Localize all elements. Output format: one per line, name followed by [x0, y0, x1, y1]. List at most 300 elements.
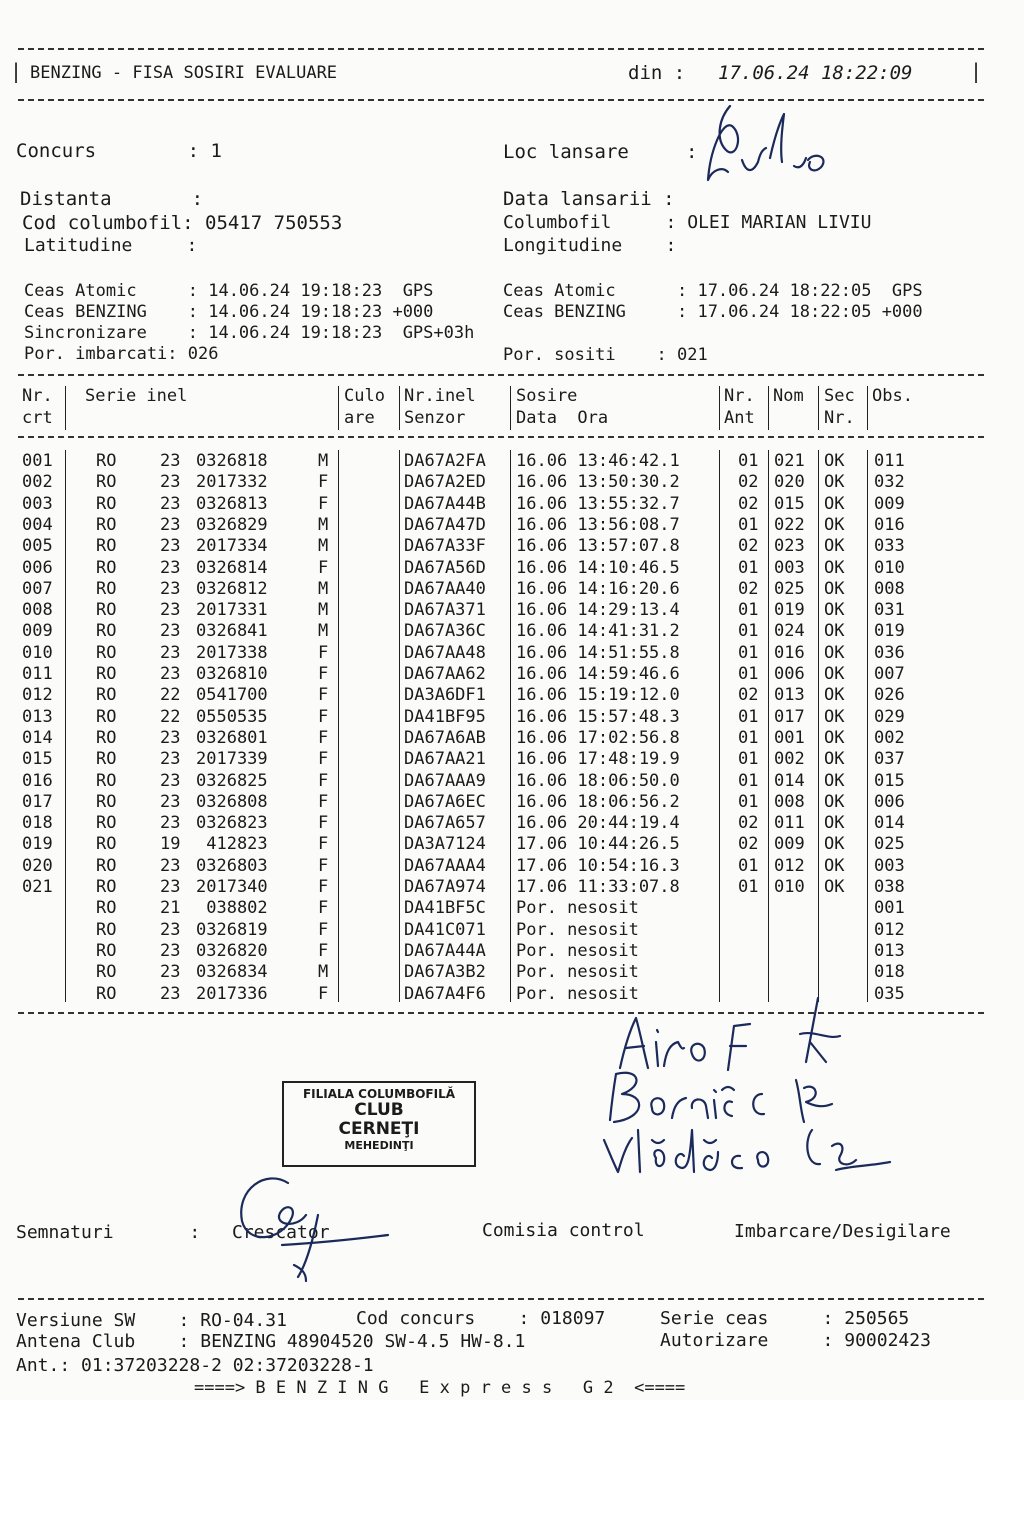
cell-sex: M: [318, 536, 329, 557]
cell-nom: 010: [774, 877, 805, 897]
cell-sosire: 16.06 14:29:13.4: [516, 600, 680, 621]
cell-obs: 032: [874, 472, 905, 493]
cell-ant: 01: [738, 727, 759, 748]
longitudine-field: Longitudine :: [503, 235, 677, 256]
cell-sensor: DA3A6DF1: [404, 685, 486, 706]
cell-sec: OK: [824, 791, 845, 812]
cell-ring: 0326820: [196, 940, 268, 961]
table-row: [0, 536, 1024, 557]
cell-sensor: DA67AA40: [404, 578, 486, 599]
divider: [18, 436, 984, 438]
cell-year: 23: [160, 493, 181, 514]
ceas-atomic-start: Ceas Atomic : 14.06.24 19:18:23 GPS: [24, 281, 434, 301]
table-row: [0, 728, 1024, 749]
date-label: din :: [628, 62, 686, 84]
cell-year: 23: [160, 813, 181, 834]
cell-year: 23: [160, 749, 181, 770]
cell-year: 19: [160, 834, 181, 855]
cell-nom: 002: [774, 749, 805, 770]
cell-sec: OK: [824, 578, 845, 599]
cell-ant: 02: [738, 493, 759, 514]
cell-sosire: 16.06 17:48:19.9: [516, 749, 680, 770]
cell-year: 22: [160, 685, 181, 706]
cell-country: RO: [96, 813, 117, 834]
cell-sosire: 16.06 13:46:42.1: [516, 451, 680, 471]
cell-sensor: DA67A47D: [404, 514, 486, 535]
cell-nr: 006: [22, 557, 53, 578]
cell-year: 23: [160, 536, 181, 557]
cell-nr: 005: [22, 536, 53, 557]
cell-sex: F: [318, 770, 329, 791]
cell-sosire: 16.06 18:06:50.0: [516, 770, 680, 791]
cell-ant: 01: [738, 791, 759, 812]
cell-ring: 2017332: [196, 472, 268, 493]
cell-year: 23: [160, 791, 181, 812]
divider: [18, 48, 984, 50]
semnaturi-label: Semnaturi :: [16, 1222, 201, 1243]
cell-nom: 024: [774, 621, 805, 642]
cell-year: 23: [160, 621, 181, 642]
cell-obs: 008: [874, 578, 905, 599]
cell-sex: F: [318, 855, 329, 876]
cell-country: RO: [96, 749, 117, 770]
cell-sec: OK: [824, 472, 845, 493]
cell-country: RO: [96, 600, 117, 621]
cell-nom: 006: [774, 664, 805, 684]
col-header-obs: Obs.: [872, 386, 913, 406]
cell-ant: 01: [738, 749, 759, 770]
table-row: [0, 707, 1024, 728]
cell-nom: 013: [774, 685, 805, 706]
column-rule: [399, 386, 400, 430]
cell-ant: 02: [738, 536, 759, 557]
autorizare: Autorizare : 90002423: [660, 1330, 931, 1351]
cell-sosire: Por. nesosit: [516, 962, 639, 983]
cell-nom: 021: [774, 451, 805, 471]
col-header-sosire: Sosire: [516, 386, 578, 406]
cell-sec: OK: [824, 834, 845, 855]
cell-ring: 0326818: [196, 451, 268, 471]
cell-ant: 01: [738, 600, 759, 621]
cell-sex: F: [318, 706, 329, 727]
divider: [18, 99, 984, 101]
table-row: [0, 898, 1024, 919]
col-header-sec: Sec: [824, 386, 855, 406]
cell-sex: F: [318, 749, 329, 770]
cell-country: RO: [96, 727, 117, 748]
cell-obs: 029: [874, 706, 905, 727]
cell-sex: F: [318, 834, 329, 855]
stamp-line-filiala: FILIALA COLUMBOFILĂ: [302, 1087, 456, 1101]
loc-lansare-signature: [696, 100, 836, 200]
cell-ant: 01: [738, 706, 759, 727]
cell-country: RO: [96, 706, 117, 727]
cell-sex: F: [318, 727, 329, 748]
cell-sec: OK: [824, 813, 845, 834]
cell-obs: 006: [874, 791, 905, 812]
cell-ant: 01: [738, 451, 759, 471]
cell-nom: 023: [774, 536, 805, 557]
cell-nr: 013: [22, 706, 53, 727]
cell-obs: 013: [874, 940, 905, 961]
cell-obs: 031: [874, 600, 905, 621]
cell-year: 23: [160, 727, 181, 748]
table-row: [0, 643, 1024, 664]
cell-sec: OK: [824, 621, 845, 642]
cell-sensor: DA67A2FA: [404, 451, 486, 471]
cell-sensor: DA67AAA4: [404, 855, 486, 876]
table-row: [0, 515, 1024, 536]
cell-sensor: DA67A44B: [404, 493, 486, 514]
cell-nr: 007: [22, 578, 53, 599]
table-row: [0, 792, 1024, 813]
table-row: [0, 685, 1024, 706]
cell-nom: 015: [774, 493, 805, 514]
stamp-line-mehedinti: MEHEDINŢI: [344, 1139, 414, 1152]
cell-country: RO: [96, 642, 117, 663]
table-row: [0, 813, 1024, 834]
cell-country: RO: [96, 962, 117, 983]
cell-sec: OK: [824, 877, 845, 897]
cell-obs: 036: [874, 642, 905, 663]
cell-sensor: DA41C071: [404, 919, 486, 940]
cell-ant: 01: [738, 877, 759, 897]
cell-ring: 0541700: [196, 685, 268, 706]
cell-ant: 01: [738, 855, 759, 876]
loc-lansare-field: Loc lansare :: [503, 141, 698, 163]
cell-sec: OK: [824, 514, 845, 535]
cell-sensor: DA67A6EC: [404, 791, 486, 812]
cell-year: 23: [160, 770, 181, 791]
cell-ant: 02: [738, 813, 759, 834]
report-date: 17.06.24 18:22:09: [718, 62, 913, 84]
cell-nr: 020: [22, 855, 53, 876]
cell-ring: 038802: [196, 898, 268, 919]
cell-nom: 020: [774, 472, 805, 493]
cell-sec: OK: [824, 855, 845, 876]
table-row: [0, 664, 1024, 685]
cell-year: 23: [160, 940, 181, 961]
cell-country: RO: [96, 472, 117, 493]
table-row: [0, 749, 1024, 770]
cell-ring: 0550535: [196, 706, 268, 727]
cell-sosire: 16.06 20:44:19.4: [516, 813, 680, 834]
data-lansarii-field: Data lansarii :: [503, 188, 675, 210]
cell-nr: 011: [22, 664, 53, 684]
column-rule: [768, 386, 769, 430]
cell-country: RO: [96, 940, 117, 961]
cell-sex: M: [318, 451, 329, 471]
cell-sensor: DA67AA21: [404, 749, 486, 770]
cell-sex: F: [318, 898, 329, 919]
stamp-line-cerneti: CERNEŢI: [338, 1119, 420, 1139]
cell-ring: 2017340: [196, 877, 268, 897]
benzing-express-footer: ====> B E N Z I N G E x p r e s s G 2 <====: [194, 1378, 686, 1398]
cell-ring: 0326841: [196, 621, 268, 642]
cell-sec: OK: [824, 536, 845, 557]
cell-country: RO: [96, 791, 117, 812]
cell-nr: 012: [22, 685, 53, 706]
cell-obs: 026: [874, 685, 905, 706]
cell-sosire: Por. nesosit: [516, 919, 639, 940]
cell-ant: 02: [738, 834, 759, 855]
divider: [18, 1298, 984, 1300]
cell-sosire: 16.06 13:57:07.8: [516, 536, 680, 557]
cell-sensor: DA67AA48: [404, 642, 486, 663]
col-header-nrinel: Nr.inel: [404, 386, 476, 406]
cell-sosire: 16.06 14:41:31.2: [516, 621, 680, 642]
cod-concurs: Cod concurs : 018097: [356, 1308, 606, 1329]
cell-obs: 038: [874, 877, 905, 897]
comisia-control-label: Comisia control: [482, 1220, 645, 1241]
cell-ring: 0326829: [196, 514, 268, 535]
cell-obs: 012: [874, 919, 905, 940]
cell-obs: 037: [874, 749, 905, 770]
cell-country: RO: [96, 557, 117, 578]
cell-sex: F: [318, 664, 329, 684]
cell-year: 23: [160, 962, 181, 983]
cell-ring: 412823: [196, 834, 268, 855]
cell-sec: OK: [824, 493, 845, 514]
column-rule: [719, 386, 720, 430]
cell-sosire: 17.06 10:54:16.3: [516, 855, 680, 876]
cell-sensor: DA67A36C: [404, 621, 486, 642]
cell-country: RO: [96, 451, 117, 471]
crescator-label: Crescator: [232, 1222, 330, 1243]
cell-ant: 02: [738, 685, 759, 706]
cell-country: RO: [96, 919, 117, 940]
column-rule: [867, 386, 868, 430]
cell-ring: 0326819: [196, 919, 268, 940]
col-header-culoare: Culo: [344, 386, 385, 406]
cell-ring: 2017331: [196, 600, 268, 621]
cell-country: RO: [96, 536, 117, 557]
cell-sec: OK: [824, 451, 845, 471]
cell-year: 23: [160, 451, 181, 471]
cell-sensor: DA67AAA9: [404, 770, 486, 791]
col-header-nr: Nr.: [22, 386, 53, 406]
cell-year: 23: [160, 557, 181, 578]
cell-sec: OK: [824, 557, 845, 578]
cell-sex: F: [318, 642, 329, 663]
cell-ant: 01: [738, 664, 759, 684]
cell-ant: 01: [738, 514, 759, 535]
cell-country: RO: [96, 621, 117, 642]
cell-nom: 012: [774, 855, 805, 876]
sincronizare: Sincronizare : 14.06.24 19:18:23 GPS+03h: [24, 323, 475, 343]
cell-ring: 2017339: [196, 749, 268, 770]
cell-ring: 0326825: [196, 770, 268, 791]
cell-obs: 001: [874, 898, 905, 919]
cell-nom: 025: [774, 578, 805, 599]
cell-sensor: DA67A371: [404, 600, 486, 621]
cell-year: 23: [160, 472, 181, 493]
imbarcare-label: Imbarcare/Desigilare: [734, 1221, 951, 1242]
cell-sex: M: [318, 578, 329, 599]
cell-country: RO: [96, 983, 117, 1004]
cell-country: RO: [96, 877, 117, 897]
column-rule: [338, 386, 339, 430]
cell-obs: 025: [874, 834, 905, 855]
column-rule: [65, 386, 66, 430]
cell-nom: 001: [774, 727, 805, 748]
cell-nom: 008: [774, 791, 805, 812]
cell-country: RO: [96, 685, 117, 706]
cell-sec: OK: [824, 664, 845, 684]
cell-nom: 017: [774, 706, 805, 727]
cell-sensor: DA67A56D: [404, 557, 486, 578]
cell-ring: 0326803: [196, 855, 268, 876]
cell-nr: 016: [22, 770, 53, 791]
cell-sosire: Por. nesosit: [516, 983, 639, 1004]
cell-ring: 0326834: [196, 962, 268, 983]
cell-sensor: DA67A6AB: [404, 727, 486, 748]
cell-year: 21: [160, 898, 181, 919]
cell-sex: F: [318, 791, 329, 812]
cell-year: 23: [160, 919, 181, 940]
cell-sensor: DA67AA62: [404, 664, 486, 684]
ceas-benzing-end: Ceas BENZING : 17.06.24 18:22:05 +000: [503, 302, 923, 322]
cell-country: RO: [96, 493, 117, 514]
versiune-sw: Versiune SW : RO-04.31: [16, 1310, 287, 1331]
cell-year: 23: [160, 664, 181, 684]
latitudine-field: Latitudine :: [24, 235, 198, 256]
col-header-data-ora: Data Ora: [516, 408, 609, 428]
col-header-ant: Ant: [724, 408, 755, 428]
cell-obs: 007: [874, 664, 905, 684]
cell-sec: OK: [824, 727, 845, 748]
cell-sec: OK: [824, 685, 845, 706]
cell-nom: 022: [774, 514, 805, 535]
col-header-serie: Serie inel: [85, 386, 188, 406]
cell-sensor: DA3A7124: [404, 834, 486, 855]
cell-nom: 011: [774, 813, 805, 834]
cell-ant: 01: [738, 621, 759, 642]
col-header-senzor: Senzor: [404, 408, 466, 428]
cell-ring: 2017336: [196, 983, 268, 1004]
cell-sec: OK: [824, 770, 845, 791]
divider: [18, 374, 984, 376]
cell-ring: 2017334: [196, 536, 268, 557]
border-mark-left: |: [10, 59, 23, 83]
cell-sensor: DA41BF95: [404, 706, 486, 727]
cell-sensor: DA67A2ED: [404, 472, 486, 493]
cell-country: RO: [96, 514, 117, 535]
cell-nr: 008: [22, 600, 53, 621]
cell-sosire: 16.06 13:56:08.7: [516, 514, 680, 535]
cell-ring: 0326808: [196, 791, 268, 812]
cell-country: RO: [96, 664, 117, 684]
cell-ant: 02: [738, 472, 759, 493]
table-row: [0, 962, 1024, 983]
cell-sex: F: [318, 940, 329, 961]
col-header-nrant: Nr.: [724, 386, 755, 406]
cell-sosire: Por. nesosit: [516, 898, 639, 919]
columbofil-field: Columbofil : OLEI MARIAN LIVIU: [503, 212, 872, 233]
cell-ring: 0326823: [196, 813, 268, 834]
cell-sensor: DA67A974: [404, 877, 486, 897]
cell-sex: F: [318, 472, 329, 493]
cell-nr: 003: [22, 493, 53, 514]
report-title: BENZING - FISA SOSIRI EVALUARE: [30, 63, 338, 83]
table-row: [0, 494, 1024, 515]
cell-ant: 01: [738, 557, 759, 578]
antena-club: Antena Club : BENZING 48904520 SW-4.5 HW-8.1: [16, 1331, 526, 1352]
cell-sec: OK: [824, 706, 845, 727]
cell-obs: 015: [874, 770, 905, 791]
cell-obs: 016: [874, 514, 905, 535]
cell-sensor: DA67A33F: [404, 536, 486, 557]
table-row: [0, 472, 1024, 493]
cell-nr: 001: [22, 451, 53, 471]
cell-nom: 016: [774, 642, 805, 663]
cell-year: 23: [160, 514, 181, 535]
cell-sex: M: [318, 514, 329, 535]
cell-country: RO: [96, 855, 117, 876]
cell-sosire: 16.06 17:02:56.8: [516, 727, 680, 748]
cell-country: RO: [96, 578, 117, 599]
concurs-field: Concurs : 1: [16, 140, 222, 162]
table-row: [0, 451, 1024, 472]
cell-obs: 011: [874, 451, 905, 471]
table-row: [0, 920, 1024, 941]
cell-ring: 0326810: [196, 664, 268, 684]
cell-sosire: Por. nesosit: [516, 940, 639, 961]
cell-nr: 015: [22, 749, 53, 770]
cell-nr: 018: [22, 813, 53, 834]
border-mark-right: |: [970, 59, 983, 83]
cell-obs: 019: [874, 621, 905, 642]
cell-sex: F: [318, 557, 329, 578]
cell-sex: F: [318, 983, 329, 1004]
cell-nr: 014: [22, 727, 53, 748]
porumbei-sositi: Por. sositi : 021: [503, 345, 708, 365]
cell-sex: F: [318, 813, 329, 834]
cell-sosire: 17.06 11:33:07.8: [516, 877, 680, 897]
cell-obs: 018: [874, 962, 905, 983]
cell-ring: 2017338: [196, 642, 268, 663]
column-rule: [510, 386, 511, 430]
ceas-benzing-start: Ceas BENZING : 14.06.24 19:18:23 +000: [24, 302, 434, 322]
col-header-culoare-2: are: [344, 408, 375, 428]
cell-country: RO: [96, 898, 117, 919]
distanta-field: Distanta :: [20, 188, 204, 210]
col-header-nom: Nom: [773, 386, 804, 406]
cell-sosire: 16.06 13:55:32.7: [516, 493, 680, 514]
cell-year: 23: [160, 642, 181, 663]
cell-country: RO: [96, 834, 117, 855]
cell-sec: OK: [824, 600, 845, 621]
cell-sensor: DA67A44A: [404, 940, 486, 961]
cell-obs: 035: [874, 983, 905, 1004]
cell-year: 22: [160, 706, 181, 727]
cell-ant: 01: [738, 642, 759, 663]
cell-sosire: 16.06 14:59:46.6: [516, 664, 680, 684]
cell-sosire: 16.06 14:16:20.6: [516, 578, 680, 599]
table-row: [0, 877, 1024, 898]
cell-sex: M: [318, 962, 329, 983]
table-row: [0, 941, 1024, 962]
cell-nr: 017: [22, 791, 53, 812]
table-row: [0, 834, 1024, 855]
table-row: [0, 621, 1024, 642]
cell-nom: 003: [774, 557, 805, 578]
cell-sosire: 16.06 14:51:55.8: [516, 642, 680, 663]
table-row: [0, 771, 1024, 792]
cell-obs: 002: [874, 727, 905, 748]
cell-sosire: 16.06 18:06:56.2: [516, 791, 680, 812]
club-stamp: [282, 1081, 476, 1167]
